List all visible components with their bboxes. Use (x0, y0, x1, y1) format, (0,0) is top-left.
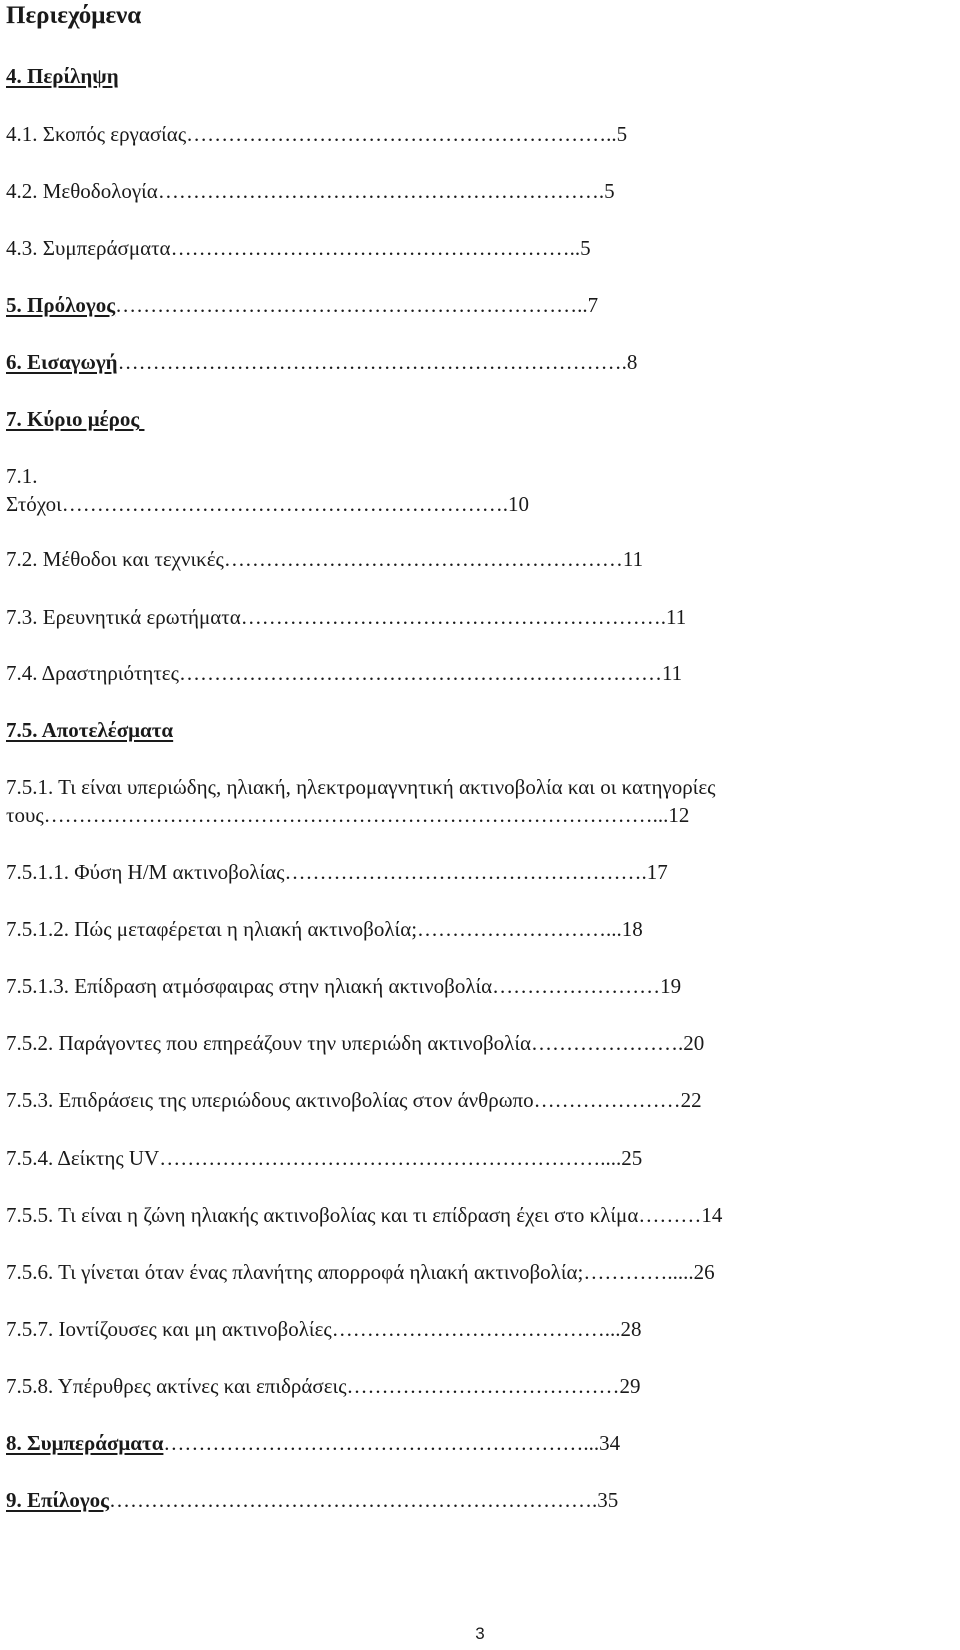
toc-entry-page: 25 (621, 1146, 643, 1170)
toc-entry-label: 7.5.1.2. Πώς μεταφέρεται η ηλιακή ακτινοβολία; (6, 917, 418, 941)
toc-entry-label: 7.3. Ερευνητικά ερωτήματα (6, 605, 241, 629)
toc-entry-page: 11 (622, 547, 644, 571)
toc-entry[interactable] (6, 491, 529, 517)
toc-entry-page: 22 (680, 1088, 702, 1112)
toc-leader-dots: ………………………………… (346, 1374, 620, 1398)
toc-entry-label: 7.5.8. Υπέρυθρες ακτίνες και επιδράσεις (6, 1374, 347, 1398)
toc-entry-page: 29 (619, 1374, 641, 1398)
toc-entry-label: 8. Συμπεράσματα (6, 1431, 164, 1455)
toc-entry-label: 6. Εισαγωγή (6, 350, 118, 374)
toc-entry-page: 35 (597, 1488, 619, 1512)
toc-leader-dots: ……… (638, 1203, 702, 1227)
toc-entry[interactable] (6, 604, 686, 630)
toc-entry-label: 4.1. Σκοπός εργασίας (6, 122, 187, 146)
toc-leader-dots: ……………………………………………. (284, 860, 647, 884)
toc-entry-page: 28 (620, 1317, 642, 1341)
toc-entry[interactable] (6, 1487, 618, 1513)
toc-entry-label: 7.4. Δραστηριότητες (6, 661, 179, 685)
toc-entry-page: 14 (701, 1203, 723, 1227)
toc-entry-label: τους (6, 803, 44, 827)
toc-entry[interactable] (6, 63, 119, 89)
toc-entry-label: 7.5.2. Παράγοντες που επηρεάζουν την υπεριώδη ακτινοβολία (6, 1031, 532, 1055)
toc-entry[interactable] (6, 546, 643, 572)
toc-entry-label: 7.1. (6, 464, 38, 488)
toc-entry[interactable] (6, 1430, 620, 1456)
toc-leader-dots: ……………………………………………………………. (109, 1488, 598, 1512)
toc-entry-page: 34 (599, 1431, 621, 1455)
toc-entry[interactable] (6, 292, 598, 318)
toc-leader-dots: …………………………………………………………… (178, 661, 662, 685)
toc-entry[interactable] (6, 349, 637, 375)
toc-entry[interactable] (6, 121, 627, 147)
toc-entry-page: 20 (683, 1031, 705, 1055)
toc-entry-page: 19 (660, 974, 682, 998)
page-number: 3 (475, 1624, 485, 1643)
toc-leader-dots: ………………………………………………….. (170, 236, 581, 260)
toc-entry-page: 8 (626, 350, 638, 374)
toc-leader-dots: …………………. (531, 1031, 684, 1055)
toc-entry[interactable] (6, 1202, 722, 1228)
toc-leader-dots: …………………………………... (331, 1317, 621, 1341)
toc-leader-dots: ……………………………………………………….... (159, 1146, 622, 1170)
toc-entry-page: 26 (693, 1260, 715, 1284)
toc-leader-dots: …………..... (583, 1260, 694, 1284)
toc-entry-label: 7.5.7. Ιοντίζουσες και μη ακτινοβολίες (6, 1317, 332, 1341)
toc-entry-label: 5. Πρόλογος (6, 293, 116, 317)
toc-leader-dots: ………………………………………………………. (61, 492, 509, 516)
toc-entry[interactable] (6, 1030, 704, 1056)
toc-entry-page: 5 (580, 236, 591, 260)
toc-entry-page: 18 (621, 917, 643, 941)
toc-entry-label: Στόχοι (6, 492, 62, 516)
toc-entry-label: 9. Επίλογος (6, 1488, 110, 1512)
toc-entry-page: 10 (508, 492, 530, 516)
toc-leader-dots: ……………………………………………………………………………... (43, 803, 669, 827)
toc-entry[interactable] (6, 1087, 702, 1113)
toc-entry[interactable] (6, 717, 173, 743)
toc-leader-dots: …………………………………………………….. (186, 122, 617, 146)
toc-entry[interactable] (6, 916, 643, 942)
toc-leader-dots: ……………………………………………………... (163, 1431, 600, 1455)
toc-entry-page: 11 (665, 605, 687, 629)
toc-entry[interactable] (6, 973, 681, 999)
toc-entry[interactable] (6, 774, 715, 800)
toc-entry[interactable] (6, 463, 38, 489)
toc-entry[interactable] (6, 235, 591, 261)
toc-leader-dots: ………………………………………………… (223, 547, 623, 571)
toc-entry[interactable] (6, 802, 689, 828)
toc-leader-dots: ………………………………………………………………. (117, 350, 627, 374)
toc-entry-page: 17 (646, 860, 668, 884)
toc-entry[interactable] (6, 660, 682, 686)
toc-entry-label: 7.5.4. Δείκτης UV (6, 1146, 160, 1170)
toc-entry-label: 7. Κύριο μέρος (6, 407, 145, 431)
toc-entry[interactable] (6, 859, 668, 885)
toc-entry[interactable] (6, 1145, 642, 1171)
toc-entry-page: 11 (661, 661, 683, 685)
toc-leader-dots: ………………………... (417, 917, 622, 941)
toc-entry-label: 7.5.5. Τι είναι η ζώνη ηλιακής ακτινοβολίας και τι επίδραση έχει στο κλίμα (6, 1203, 639, 1227)
toc-entry-label: 7.5.1.3. Επίδραση ατμόσφαιρας στην ηλιακή ακτινοβολία (6, 974, 493, 998)
toc-entry[interactable] (6, 178, 615, 204)
toc-entry-label: 7.2. Μέθοδοι και τεχνικές (6, 547, 224, 571)
toc-entry-page: 12 (668, 803, 690, 827)
toc-leader-dots: …………………… (492, 974, 661, 998)
toc-entry-page: 5 (616, 122, 628, 146)
toc-entry-page: 5 (604, 179, 615, 203)
toc-entry-label: 7.5.1. Τι είναι υπεριώδης, ηλιακή, ηλεκτρομαγνητική ακτινοβολία και οι κατηγορίες (6, 775, 716, 799)
toc-entry-label: 4. Περίληψη (6, 64, 119, 88)
toc-entry[interactable] (6, 406, 144, 432)
toc-leader-dots: ………………………………………………………. (157, 179, 605, 203)
toc-entry[interactable] (6, 1316, 641, 1342)
page-title: Περιεχόμενα (6, 2, 142, 29)
toc-entry-label: 7.5. Αποτελέσματα (6, 718, 174, 742)
toc-leader-dots: ………………… (533, 1088, 681, 1112)
toc-entry[interactable] (6, 1259, 715, 1285)
toc-leader-dots: ………………………………………………………….. (115, 293, 588, 317)
toc-entry-label: 7.5.6. Τι γίνεται όταν ένας πλανήτης απορροφά ηλιακή ακτινοβολία; (6, 1260, 584, 1284)
toc-entry-label: 4.3. Συμπεράσματα (6, 236, 171, 260)
toc-entry-label: 4.2. Μεθοδολογία (6, 179, 158, 203)
toc-entry-page: 7 (587, 293, 599, 317)
toc-leader-dots: ……………………………………………………. (240, 605, 666, 629)
toc-entry[interactable] (6, 1373, 641, 1399)
toc-entry-label: 7.5.1.1. Φύση Η/Μ ακτινοβολίας (6, 860, 285, 884)
toc-entry-label: 7.5.3. Επιδράσεις της υπεριώδους ακτινοβολίας στον άνθρωπο (6, 1088, 534, 1112)
